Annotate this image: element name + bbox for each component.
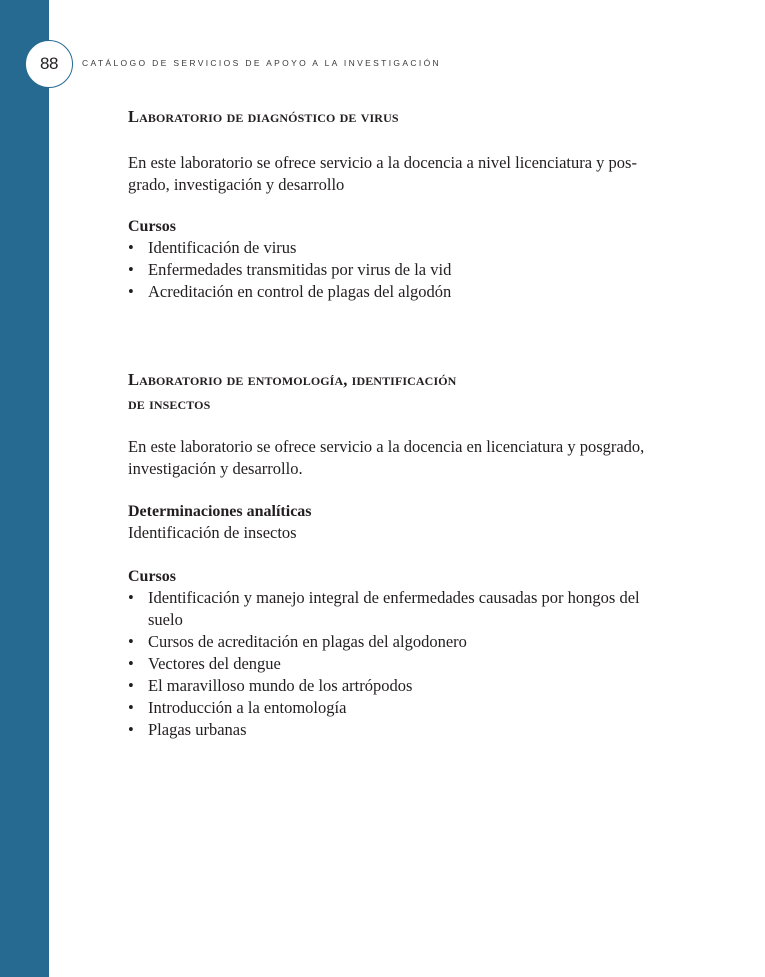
bullet-icon: • (128, 260, 134, 279)
list-item: • Cursos de acreditación en plagas del algodonero (128, 632, 467, 651)
page-number-text: 88 (40, 54, 58, 73)
page-number (25, 40, 73, 88)
bullet-icon: • (128, 282, 134, 301)
bullet-icon: • (128, 588, 134, 607)
sidebar-band (0, 0, 49, 977)
description-line: En este laboratorio se ofrece servicio a la docencia a nivel licenciatura y pos- (128, 153, 637, 172)
bullet-icon: • (128, 238, 134, 257)
analytics-heading: Determinaciones analíticas (128, 503, 312, 520)
list-item: • El maravilloso mundo de los artrópodos (128, 676, 413, 695)
description-line: En este laboratorio se ofrece servicio a la docencia en licenciatura y posgrado, (128, 437, 645, 456)
title-line: de insectos (128, 394, 211, 413)
list-item: • Identificación de virus (128, 238, 297, 257)
bullet-icon: • (128, 676, 134, 695)
list-item: • Introducción a la entomología (128, 698, 347, 717)
courses-heading-entomology: Cursos (128, 568, 177, 585)
bullet-icon: • (128, 698, 134, 717)
bullet-icon: • (128, 654, 134, 673)
section-description-entomology (128, 436, 673, 480)
courses-list-entomology (128, 587, 673, 741)
courses-heading-virus: Cursos (128, 218, 177, 235)
list-item: • Identificación y manejo integral de enfermedades causadas por hongos del suelo (128, 588, 640, 629)
section-title-entomology (128, 368, 456, 416)
section-title-virus: Laboratorio de diagnóstico de virus (128, 107, 399, 126)
list-item: • Plagas urbanas (128, 720, 247, 739)
list-item: • Vectores del dengue (128, 654, 281, 673)
section-description-virus (128, 152, 673, 196)
courses-list-virus (128, 237, 673, 303)
title-line: Laboratorio de entomología, identificación (128, 370, 457, 389)
list-item: • Acreditación en control de plagas del algodón (128, 282, 452, 301)
analytics-text: Identificación de insectos (128, 523, 297, 542)
running-title: CATÁLOGO DE SERVICIOS DE APOYO A LA INVESTIGACIÓN (82, 58, 442, 68)
bullet-icon: • (128, 632, 134, 651)
description-line: investigación y desarrollo. (128, 459, 303, 478)
list-item: • Enfermedades transmitidas por virus de la vid (128, 260, 452, 279)
bullet-icon: • (128, 720, 134, 739)
description-line: grado, investigación y desarrollo (128, 175, 345, 194)
